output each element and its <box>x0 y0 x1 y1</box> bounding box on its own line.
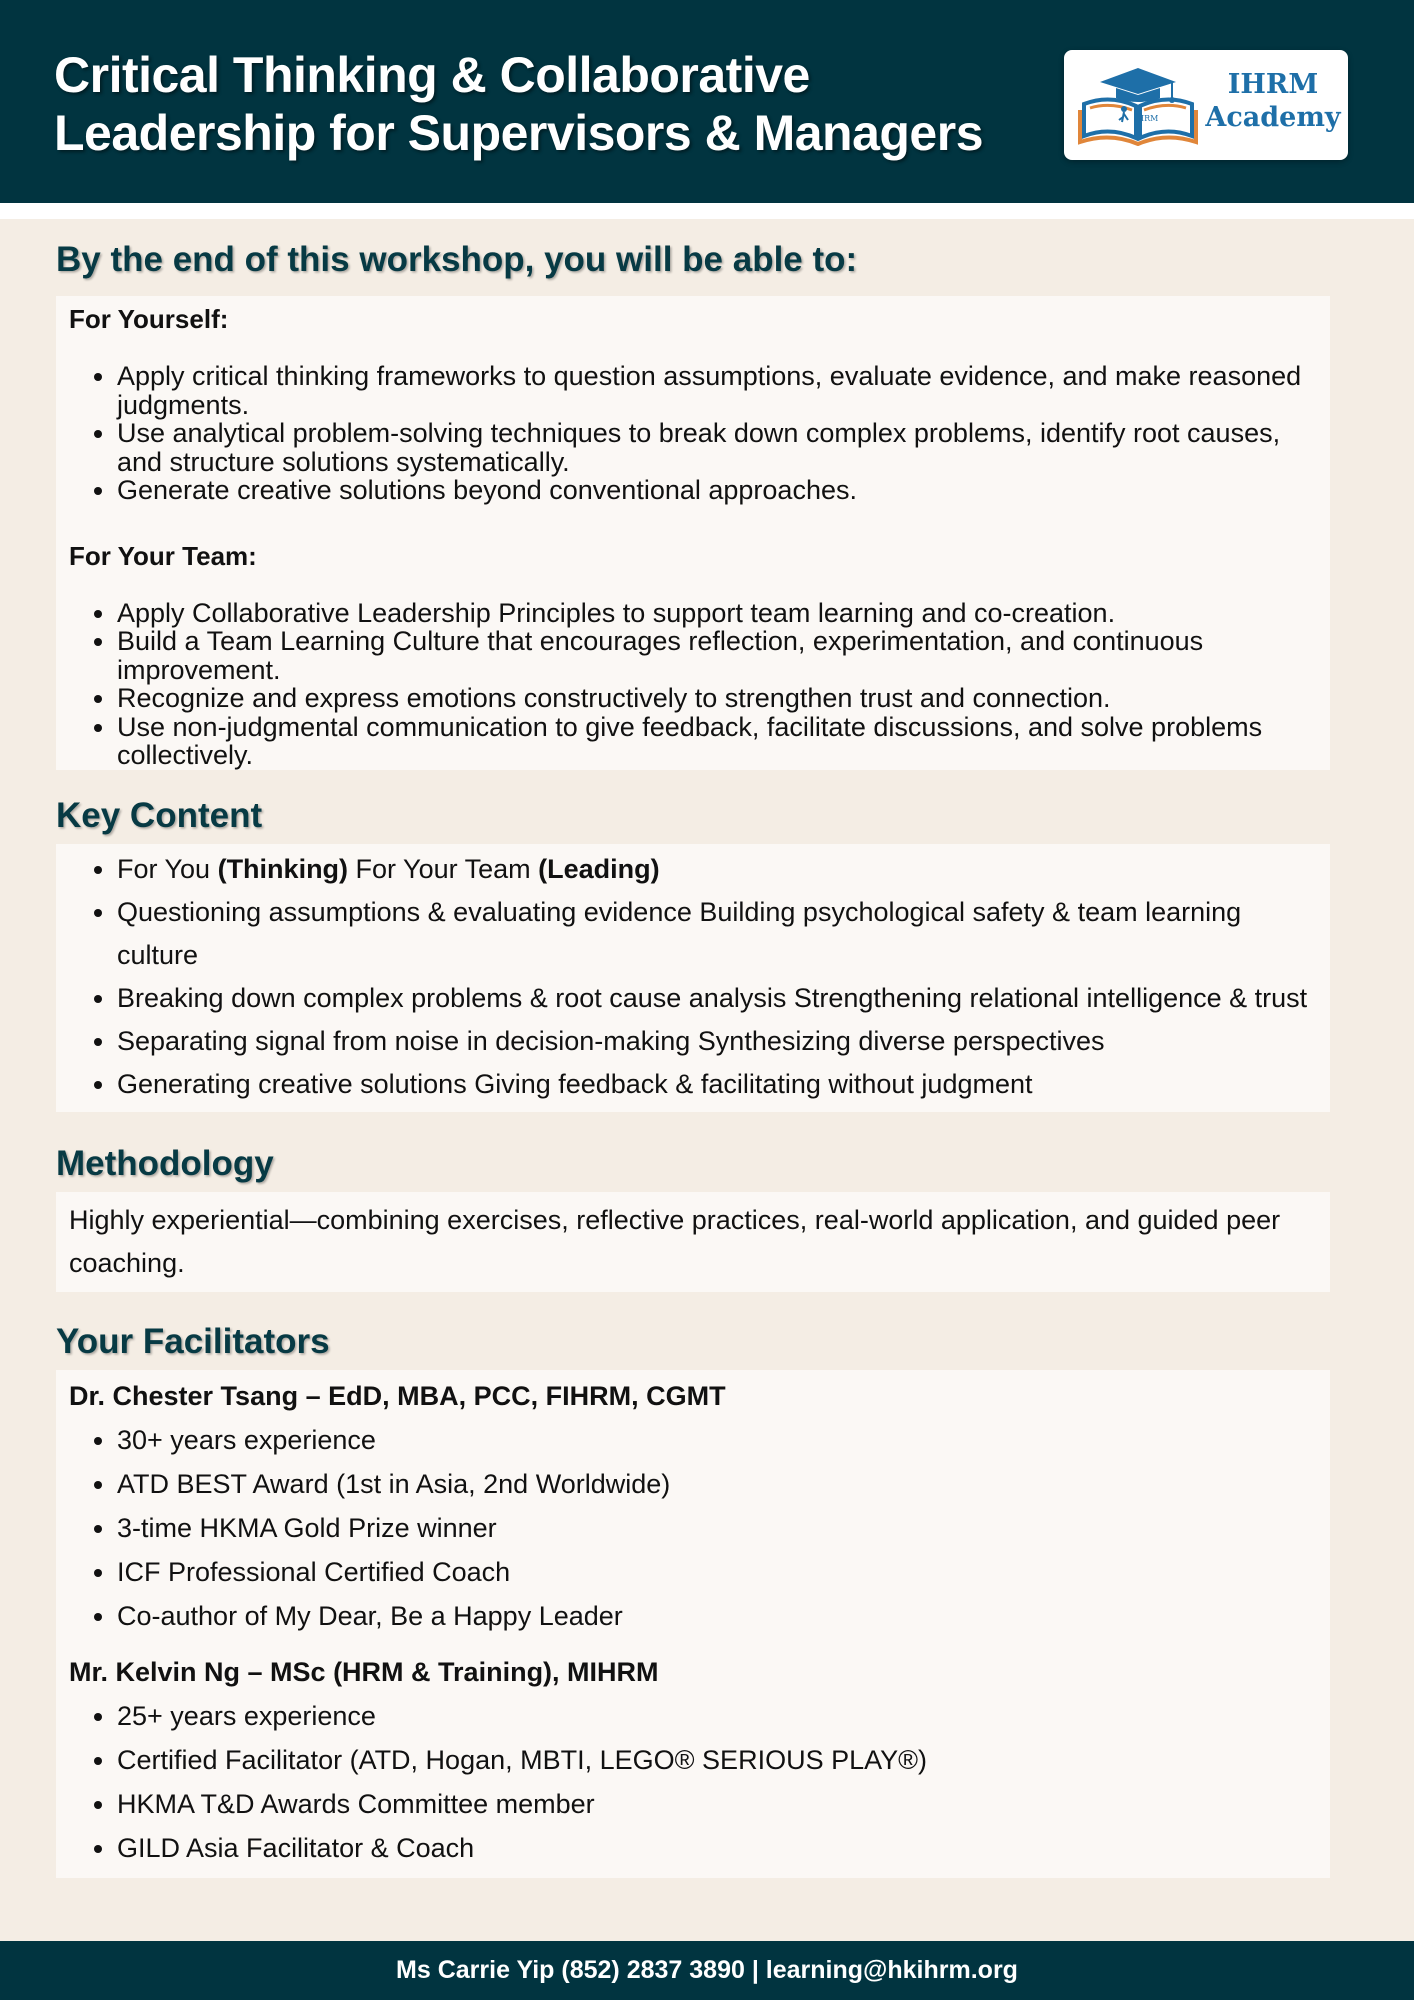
for-your-team-title: For Your Team: <box>69 540 257 571</box>
facilitator-name: Mr. Kelvin Ng – MSc (HRM & Training), MIHRM <box>69 1657 659 1687</box>
outcomes-panel <box>56 296 1330 770</box>
page-title-line-2: Leadership for Supervisors & Managers <box>54 105 984 161</box>
list-item: • ATD BEST Award (1st in Asia, 2nd Worldwide) <box>117 1462 1317 1506</box>
facilitator-credentials-list <box>69 1418 1317 1638</box>
list-item: • Co-author of My Dear, Be a Happy Leader <box>117 1594 1317 1638</box>
list-item: • Apply Collaborative Leadership Principles to support team learning and co-creation. <box>117 599 1317 628</box>
list-item: • HKMA T&D Awards Committee member <box>117 1782 1317 1826</box>
logo-brand-line-2: Academy <box>1205 102 1341 133</box>
outcomes-heading: By the end of this workshop, you will be able to: <box>56 240 858 279</box>
footer-contact-bar <box>0 1941 1414 2000</box>
list-item: • GILD Asia Facilitator & Coach <box>117 1826 1317 1870</box>
facilitators-heading: Your Facilitators <box>56 1322 330 1361</box>
key-content-panel <box>56 844 1330 1112</box>
key-content-you-label: For You <box>117 854 218 884</box>
header-banner <box>0 0 1414 203</box>
list-item: • Questioning assumptions & evaluating evidence Building psychological safety & team learning culture <box>117 891 1317 977</box>
key-content-thinking-label: (Thinking) <box>217 854 349 884</box>
facilitator-name: Dr. Chester Tsang – EdD, MBA, PCC, FIHRM, CGMT <box>69 1381 726 1411</box>
for-yourself-title: For Yourself: <box>69 304 229 334</box>
methodology-heading: Methodology <box>56 1144 274 1183</box>
page-title <box>54 46 1014 162</box>
key-content-list <box>69 848 1317 1106</box>
key-content-leading-label: (Leading) <box>538 854 660 884</box>
facilitator-credentials-list <box>69 1694 1317 1870</box>
header-divider <box>0 203 1414 219</box>
facilitators-panel <box>56 1370 1330 1878</box>
list-item: • Generate creative solutions beyond conventional approaches. <box>117 476 1317 505</box>
footer-contact-text: Ms Carrie Yip (852) 2837 3890 | learning@hkihrm.org <box>396 1956 1018 1984</box>
list-item: • 3-time HKMA Gold Prize winner <box>117 1506 1317 1550</box>
list-item: • ICF Professional Certified Coach <box>117 1550 1317 1594</box>
list-item: • 25+ years experience <box>117 1694 1317 1738</box>
page-title-line-1: Critical Thinking & Collaborative <box>54 47 810 103</box>
list-item <box>117 848 1317 891</box>
ihrm-academy-logo <box>1064 50 1348 160</box>
for-yourself-list <box>69 362 1317 505</box>
key-content-team-label: For Your Team <box>348 854 539 884</box>
logo-mark-text: IHRM <box>1134 114 1159 123</box>
main-content <box>56 232 1330 1878</box>
list-item: • Apply critical thinking frameworks to question assumptions, evaluate evidence, and make reasoned judgments. <box>117 362 1317 419</box>
list-item: • Generating creative solutions Giving feedback & facilitating without judgment <box>117 1063 1317 1106</box>
logo-wordmark <box>1204 68 1342 134</box>
list-item: • Separating signal from noise in decision-making Synthesizing diverse perspectives <box>117 1020 1317 1063</box>
methodology-panel <box>56 1192 1330 1292</box>
list-item: • Build a Team Learning Culture that encourages reflection, experimentation, and continuous improvement. <box>117 627 1317 684</box>
for-your-team-list <box>69 599 1317 770</box>
list-item: • Recognize and express emotions constructively to strengthen trust and connection. <box>117 684 1317 713</box>
methodology-text: Highly experiential—combining exercises, reflective practices, real-world application, and guided peer coaching. <box>69 1205 1281 1278</box>
list-item: • Certified Facilitator (ATD, Hogan, MBTI, LEGO® SERIOUS PLAY®) <box>117 1738 1317 1782</box>
list-item: • Use non-judgmental communication to give feedback, facilitate discussions, and solve problems collectively. <box>117 713 1317 770</box>
list-item: • 30+ years experience <box>117 1418 1317 1462</box>
logo-brand-line-1: IHRM <box>1227 69 1319 100</box>
key-content-heading: Key Content <box>56 796 263 835</box>
list-item: • Breaking down complex problems & root cause analysis Strengthening relational intelligence & trust <box>117 977 1317 1020</box>
book-graduation-cap-icon <box>1076 64 1200 146</box>
list-item: • Use analytical problem-solving techniques to break down complex problems, identify root causes, and structure solutions systematically. <box>117 419 1317 476</box>
